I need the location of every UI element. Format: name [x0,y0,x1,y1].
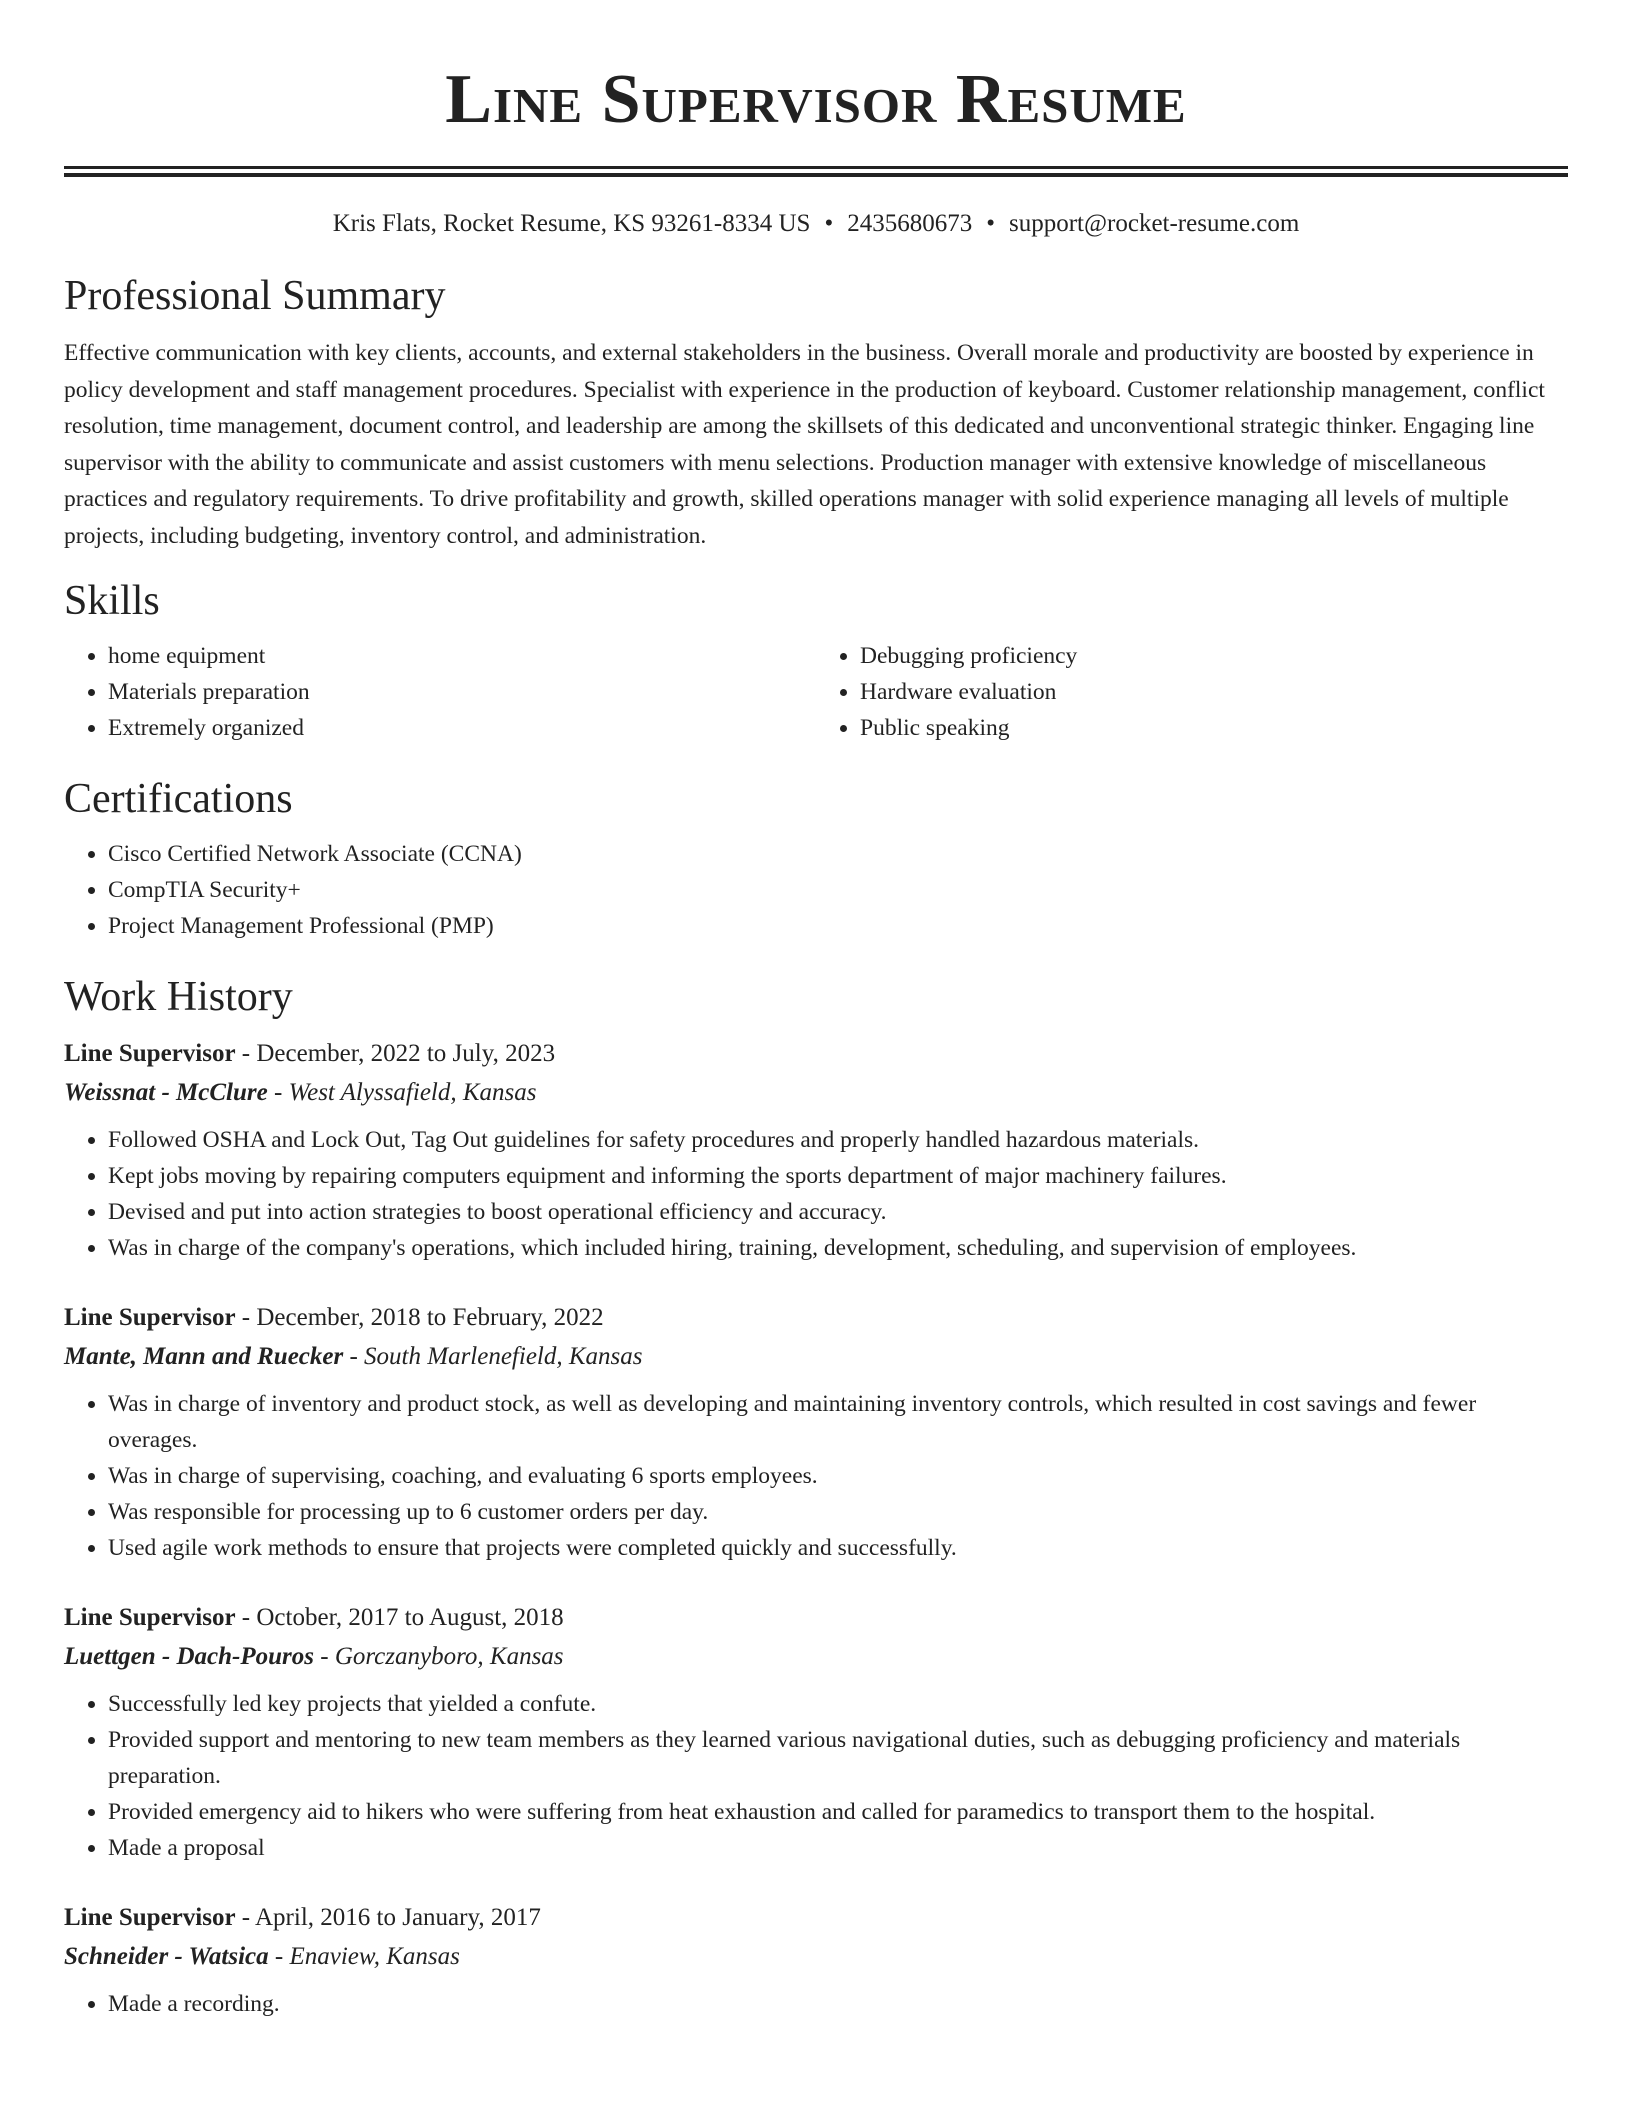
certification-item: • Project Management Professional (PMP) [108,908,1568,944]
job-company: Weissnat - McClure [64,1079,268,1106]
job-header: Line Supervisor - December, 2022 to July, 2023 [64,1040,556,1067]
job-dates: December, 2022 to July, 2023 [256,1040,556,1067]
job-bullet: • Used agile work methods to ensure that projects were completed quickly and successfully. [108,1530,1568,1566]
certification-item: • CompTIA Security+ [108,872,1568,908]
contact-address: Kris Flats, Rocket Resume, KS 93261-8334 US [332,210,811,237]
job-bullet: • Provided emergency aid to hikers who were suffering from heat exhaustion and called for paramedics to transport them to the hospital. [108,1794,1568,1830]
job-bullet: • Was in charge of inventory and product stock, as well as developing and maintaining inventory controls, which resulted in cost savings and fewer overages. [108,1386,1568,1458]
job-entry [64,1598,1568,1866]
job-bullets [64,1986,1568,2022]
contact-separator: • [986,210,995,237]
job-bullet: • Was in charge of supervising, coaching, and evaluating 6 sports employees. [108,1458,1568,1494]
resume-title: Line Supervisor Resume [445,61,1187,138]
certification-item: • Cisco Certified Network Associate (CCNA) [108,836,1568,872]
job-location: Enaview, Kansas [289,1943,460,1970]
job-company-line: Luettgen - Dach-Pouros - Gorczanyboro, Kansas [64,1643,564,1670]
certifications-heading: Certifications [64,776,293,822]
work-history-heading: Work History [64,974,293,1020]
job-bullet: • Successfully led key projects that yielded a confute. [108,1686,1568,1722]
job-header: Line Supervisor - December, 2018 to February, 2022 [64,1304,604,1331]
job-location: West Alyssafield, Kansas [288,1079,537,1106]
summary-heading: Professional Summary [64,273,446,319]
skill-item: • Hardware evaluation [860,674,1568,710]
skill-item: • Materials preparation [108,674,816,710]
skills-list-right [816,638,1568,746]
title-double-rule [64,166,1568,177]
job-title: Line Supervisor [64,1904,236,1931]
job-entry [64,1034,1568,1266]
job-bullet: • Followed OSHA and Lock Out, Tag Out guidelines for safety procedures and properly handled hazardous materials. [108,1122,1568,1158]
certifications-list [64,836,1568,944]
contact-line [64,207,1568,241]
job-bullets [64,1686,1568,1866]
skills-heading: Skills [64,578,160,624]
job-company: Mante, Mann and Ruecker [64,1343,344,1370]
job-company: Luettgen - Dach-Pouros [64,1643,314,1670]
skill-item: • Extremely organized [108,710,816,746]
job-bullet: • Was in charge of the company's operations, which included hiring, training, development, scheduling, and supervision of employees. [108,1230,1568,1266]
job-company: Schneider - Watsica [64,1943,269,1970]
certifications-section [64,774,1568,944]
skills-section [64,576,1568,746]
contact-separator: • [824,210,834,237]
job-location: Gorczanyboro, Kansas [334,1643,564,1670]
job-company-line: Schneider - Watsica - Enaview, Kansas [64,1943,460,1970]
job-company-line: Mante, Mann and Ruecker - South Marlenefield, Kansas [64,1343,643,1370]
job-bullet: • Was responsible for processing up to 6 customer orders per day. [108,1494,1568,1530]
job-title: Line Supervisor [64,1604,236,1631]
contact-phone: 2435680673 [847,210,973,237]
job-bullets [64,1386,1568,1566]
job-entry [64,1898,1568,2022]
work-history-section [64,972,1568,2022]
job-dates: October, 2017 to August, 2018 [256,1604,564,1631]
job-dates: December, 2018 to February, 2022 [256,1304,604,1331]
skills-list-left [64,638,816,746]
job-bullets [64,1122,1568,1266]
summary-section [64,271,1568,554]
job-entry [64,1298,1568,1566]
job-bullet: • Made a proposal [108,1830,1568,1866]
job-company-line: Weissnat - McClure - West Alyssafield, Kansas [64,1079,537,1106]
skill-item: • Public speaking [860,710,1568,746]
resume-page [64,0,1568,2022]
job-dates: April, 2016 to January, 2017 [255,1904,541,1931]
job-title: Line Supervisor [64,1304,236,1331]
job-title: Line Supervisor [64,1040,236,1067]
job-header: Line Supervisor - October, 2017 to August, 2018 [64,1604,564,1631]
job-bullet: • Made a recording. [108,1986,1568,2022]
contact-email: support@rocket-resume.com [1009,210,1300,237]
job-header: Line Supervisor - April, 2016 to January, 2017 [64,1904,541,1931]
job-bullet: • Devised and put into action strategies to boost operational efficiency and accuracy. [108,1194,1568,1230]
job-location: South Marlenefield, Kansas [364,1343,643,1370]
skill-item: • Debugging proficiency [860,638,1568,674]
skills-columns [64,638,1568,746]
summary-text: Effective communication with key clients, accounts, and external stakeholders in the business. Overall morale and productivity are boosted by experience in policy development and staff management procedures. Specialist with experience in the production of keyboard. Customer relationship management, conflict resolution, time management, document control, and leadership are among the skillsets of this dedicated and unconventional strategic thinker. Engaging line supervisor with the ability to communicate and assist customers with menu selections. Production manager with extensive knowledge of miscellaneous practices and regulatory requirements. To drive profitability and growth, skilled operations manager with solid experience managing all levels of multiple projects, including budgeting, inventory control, and administration. [64,340,1545,549]
skill-item: • home equipment [108,638,816,674]
job-bullet: • Provided support and mentoring to new team members as they learned various navigational duties, such as debugging proficiency and materials preparation. [108,1722,1568,1794]
job-bullet: • Kept jobs moving by repairing computers equipment and informing the sports department of major machinery failures. [108,1158,1568,1194]
